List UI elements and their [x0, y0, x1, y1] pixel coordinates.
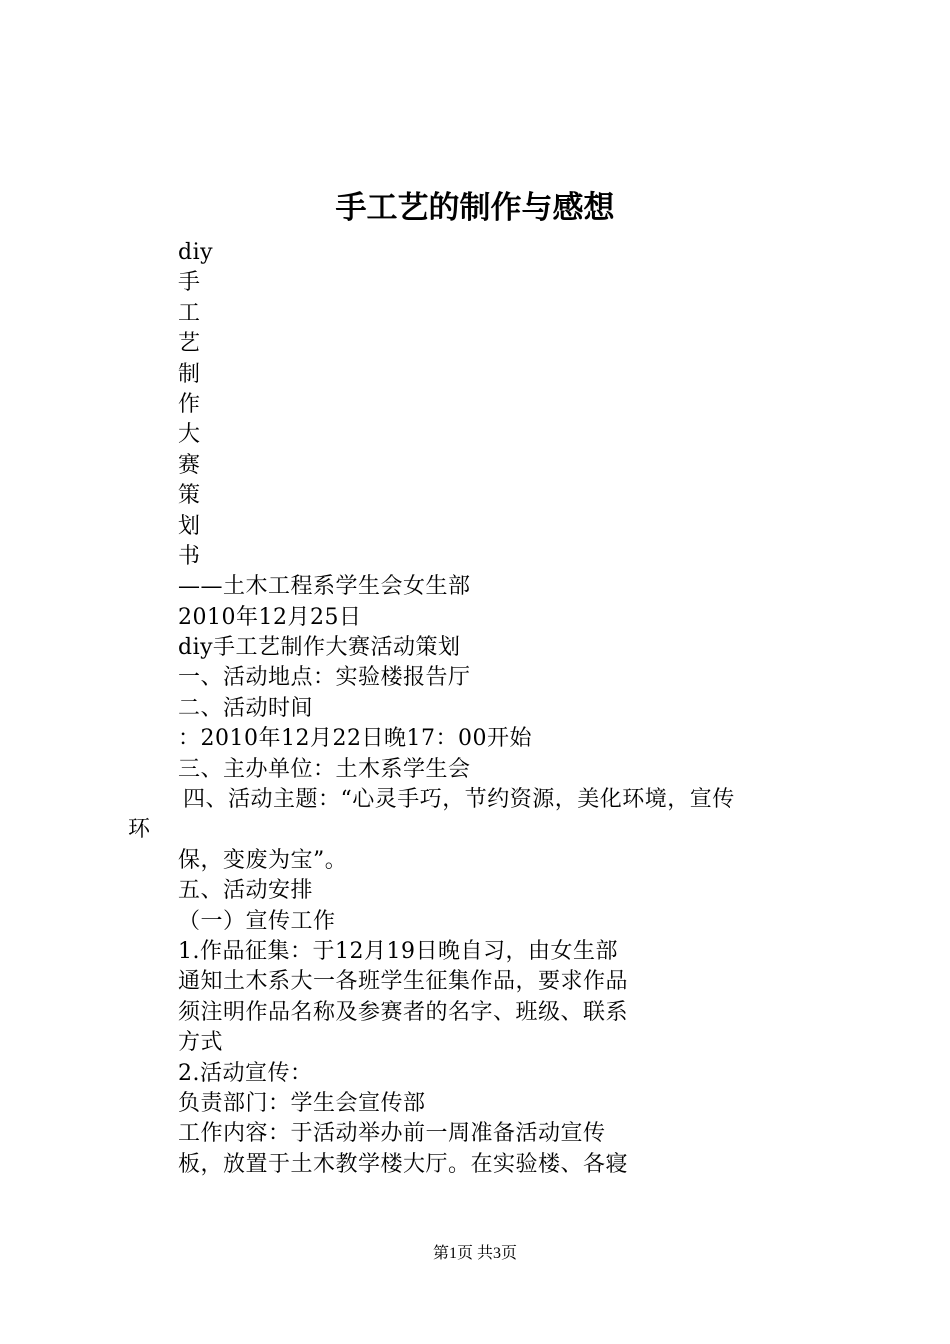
body-line: 策 [178, 483, 201, 509]
body-line: 2.活动宣传： [178, 1060, 313, 1086]
body-line: 保，变废为宝”。 [178, 847, 348, 873]
body-line: 负责部门：学生会宣传部 [178, 1090, 426, 1116]
body-line: 工 [178, 300, 201, 326]
body-line: 划 [178, 513, 201, 539]
body-line: 制 [178, 361, 201, 387]
document-title: 手工艺的制作与感想 [335, 190, 615, 226]
body-line: 赛 [178, 452, 201, 478]
body-line: 工作内容：于活动举办前一周准备活动宣传 [178, 1121, 606, 1147]
page-footer: 第1页 共3页 [432, 1245, 517, 1262]
body-line: （一）宣传工作 [178, 908, 336, 934]
body-line: 艺 [178, 331, 201, 357]
section-heading: diy手工艺制作大赛活动策划 [178, 635, 461, 661]
body-line: 大 [178, 422, 201, 448]
body-line: 四、活动主题：“心灵手巧，节约资源，美化环境，宣传 [183, 787, 735, 813]
body-line: 五、活动安排 [178, 878, 314, 904]
body-line: 方式 [178, 1030, 224, 1056]
body-line: 须注明作品名称及参赛者的名字、班级、联系 [178, 999, 629, 1025]
body-line: diy [178, 240, 214, 265]
body-line: 板，放置于土木教学楼大厅。在实验楼、各寝 [178, 1151, 629, 1177]
body-line: 作 [178, 391, 201, 417]
body-line: ：2010年12月22日晚17：00开始 [178, 726, 532, 752]
body-line: 1.作品征集：于12月19日晚自习，由女生部 [178, 938, 618, 964]
body-line-wrap: 环 [128, 817, 151, 843]
body-line: 通知土木系大一各班学生征集作品，要求作品 [178, 969, 629, 995]
body-line: 书 [178, 543, 201, 569]
body-line: 手 [178, 270, 201, 296]
document-body [128, 238, 858, 1180]
body-line: 一、活动地点：实验楼报告厅 [178, 665, 471, 691]
body-line: 二、活动时间 [178, 695, 314, 721]
date-line: 2010年12月25日 [178, 604, 362, 630]
author-line: ——土木工程系学生会女生部 [178, 574, 471, 600]
body-line: 三、主办单位：土木系学生会 [178, 756, 471, 782]
